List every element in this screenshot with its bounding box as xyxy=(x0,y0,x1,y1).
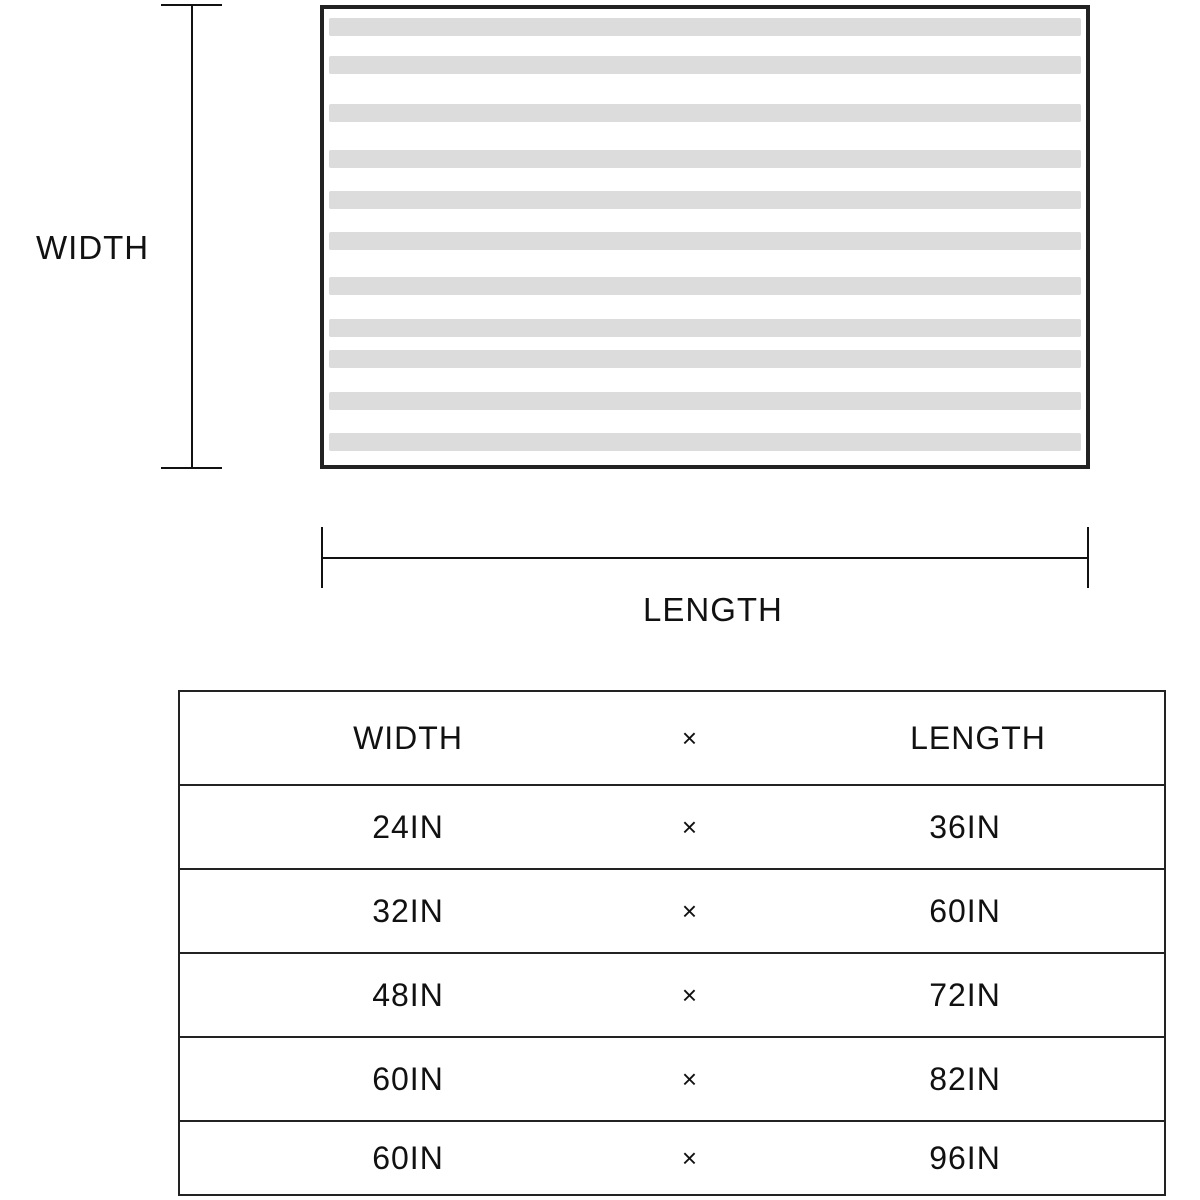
rug-stripe xyxy=(329,232,1081,250)
rug-illustration xyxy=(322,7,1088,467)
row-length: 82IN xyxy=(929,1060,1001,1097)
rug-stripe xyxy=(329,319,1081,337)
row-width: 24IN xyxy=(372,808,444,845)
row-width: 48IN xyxy=(372,976,444,1013)
row-separator: × xyxy=(681,895,699,926)
width-dimension-line xyxy=(161,5,222,468)
table-row xyxy=(180,1038,1164,1122)
table-row xyxy=(180,954,1164,1038)
row-length: 96IN xyxy=(929,1139,1001,1176)
rug-stripe xyxy=(329,18,1081,36)
table-row xyxy=(180,1122,1164,1194)
row-separator: × xyxy=(681,1063,699,1094)
rug-stripe xyxy=(329,350,1081,368)
table-header-row xyxy=(180,692,1164,786)
row-length: 36IN xyxy=(929,808,1001,845)
row-separator: × xyxy=(681,1142,699,1173)
row-length: 60IN xyxy=(929,892,1001,929)
table-row xyxy=(180,786,1164,870)
size-table xyxy=(178,690,1166,1196)
row-separator: × xyxy=(681,811,699,842)
rug-stripe xyxy=(329,191,1081,209)
row-width: 32IN xyxy=(372,892,444,929)
rug-stripe xyxy=(329,56,1081,74)
rug-stripe xyxy=(329,277,1081,295)
header-separator: × xyxy=(681,722,699,753)
table-row xyxy=(180,870,1164,954)
header-width: WIDTH xyxy=(353,719,463,756)
header-length: LENGTH xyxy=(910,719,1046,756)
length-label: LENGTH xyxy=(643,591,783,628)
rug-stripe xyxy=(329,433,1081,451)
rug-stripe xyxy=(329,150,1081,168)
length-dimension-line xyxy=(322,527,1088,588)
rug-stripe xyxy=(329,392,1081,410)
row-separator: × xyxy=(681,979,699,1010)
row-width: 60IN xyxy=(372,1139,444,1176)
width-label: WIDTH xyxy=(36,229,150,266)
row-length: 72IN xyxy=(929,976,1001,1013)
rug-stripe xyxy=(329,104,1081,122)
row-width: 60IN xyxy=(372,1060,444,1097)
